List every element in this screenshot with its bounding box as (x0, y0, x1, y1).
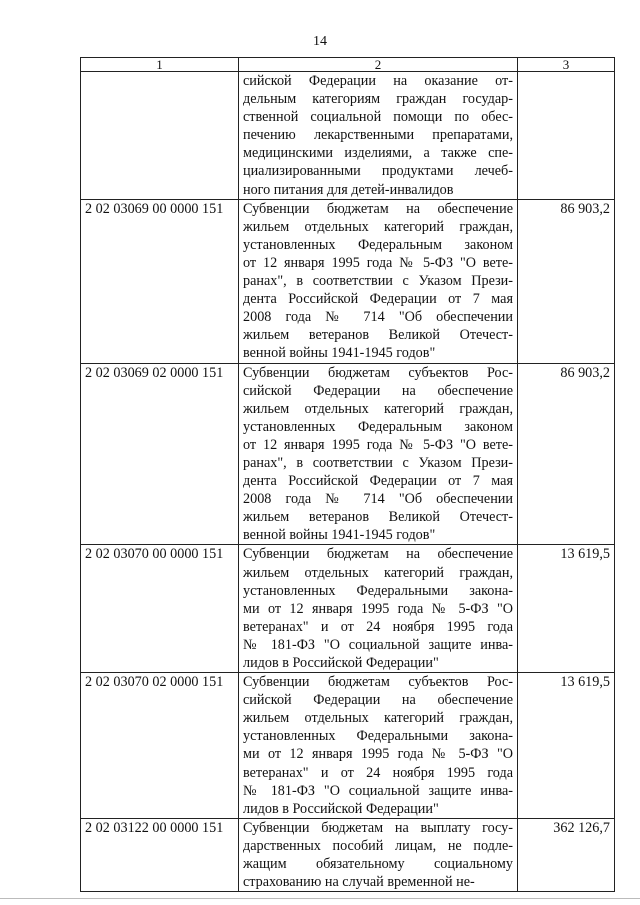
description-line: установленных Федеральным законом (243, 236, 513, 253)
description-line: Субвенции бюджетам на обеспечение (243, 546, 513, 563)
budget-code (81, 72, 239, 200)
description-line: дарственных пособий лицам, не подле- (243, 837, 513, 854)
budget-amount: 86 903,2 (518, 199, 615, 363)
description-line: страхованию на случай временной не- (243, 874, 475, 891)
budget-amount: 13 619,5 (518, 545, 615, 673)
column-header-description: 2 (239, 58, 518, 72)
budget-code: 2 02 03070 02 0000 151 (81, 673, 239, 819)
description-line: ми от 12 января 1995 года № 5-ФЗ "О (243, 600, 513, 617)
description-line: лидов в Российской Федерации" (243, 800, 439, 817)
description-line: жильем отдельных категорий граждан, (243, 710, 513, 727)
budget-amount (518, 72, 615, 200)
budget-table (80, 57, 615, 892)
budget-description (239, 818, 518, 891)
description-line: дента Российской Федерации от 7 мая (243, 473, 513, 490)
budget-code: 2 02 03069 00 0000 151 (81, 199, 239, 363)
description-line: ранах", в соответствии с Указом Прези- (243, 454, 513, 471)
budget-description (239, 72, 518, 200)
description-line: жильем отдельных категорий граждан, (243, 400, 513, 417)
budget-amount: 13 619,5 (518, 673, 615, 819)
description-line: ветеранах" и от 24 ноября 1995 года (243, 618, 513, 635)
table-row (81, 673, 615, 819)
description-line: сийской Федерации на обеспечение (243, 692, 513, 709)
description-line: Субвенции бюджетам на выплату госу- (243, 819, 513, 836)
budget-description (239, 545, 518, 673)
description-line: установленных Федеральными закона- (243, 728, 513, 745)
column-header-code: 1 (81, 58, 239, 72)
budget-code: 2 02 03122 00 0000 151 (81, 818, 239, 891)
description-line: сийской Федерации на оказание от- (243, 73, 513, 89)
budget-code: 2 02 03069 02 0000 151 (81, 363, 239, 545)
page-number: 14 (313, 34, 327, 49)
description-line: венной войны 1941-1945 годов" (243, 345, 436, 362)
description-line: дента Российской Федерации от 7 мая (243, 291, 513, 308)
description-line: жащим обязательному социальному (243, 856, 513, 873)
budget-description (239, 363, 518, 545)
description-line: Субвенции бюджетам субъектов Рос- (243, 364, 513, 381)
budget-code: 2 02 03070 00 0000 151 (81, 545, 239, 673)
description-line: венной войны 1941-1945 годов" (243, 527, 436, 544)
description-line: жильем ветеранов Великой Отечест- (243, 327, 513, 344)
description-line: установленных Федеральным законом (243, 418, 513, 435)
column-header-amount: 3 (518, 58, 615, 72)
description-line: жильем отдельных категорий граждан, (243, 564, 513, 581)
description-line: Субвенции бюджетам субъектов Рос- (243, 674, 513, 691)
description-line: ственной социальной помощи по обес- (243, 109, 513, 126)
description-line: 2008 года № 714 "Об обеспечении (243, 309, 513, 326)
description-line: дельным категориям граждан государ- (243, 91, 513, 108)
description-line: медицинскими изделиями, а также спе- (243, 145, 513, 162)
page-bottom-rule (0, 898, 640, 899)
description-line: печению лекарственными препаратами, (243, 127, 513, 144)
table-row (81, 818, 615, 891)
description-line: от 12 января 1995 года № 5-ФЗ "О вете- (243, 436, 513, 453)
description-line: 2008 года № 714 "Об обеспечении (243, 491, 513, 508)
description-line: ми от 12 января 1995 года № 5-ФЗ "О (243, 746, 513, 763)
table-row (81, 545, 615, 673)
description-line: № 181-ФЗ "О социальной защите инва- (243, 782, 513, 799)
budget-amount: 86 903,2 (518, 363, 615, 545)
description-line: сийской Федерации на обеспечение (243, 382, 513, 399)
budget-amount: 362 126,7 (518, 818, 615, 891)
description-line: ранах", в соответствии с Указом Прези- (243, 273, 513, 290)
table-row (81, 363, 615, 545)
budget-description (239, 199, 518, 363)
table-row (81, 199, 615, 363)
description-line: Субвенции бюджетам на обеспечение (243, 200, 513, 217)
table-row (81, 72, 615, 200)
description-line: лидов в Российской Федерации" (243, 655, 439, 671)
description-line: установленных Федеральными закона- (243, 582, 513, 599)
description-line: № 181-ФЗ "О социальной защите инва- (243, 636, 513, 653)
header-row (81, 58, 615, 72)
description-line: ного питания для детей-инвалидов (243, 181, 454, 198)
budget-description (239, 673, 518, 819)
description-line: циализированными продуктами лечеб- (243, 163, 513, 180)
description-line: жильем отдельных категорий граждан, (243, 218, 513, 235)
description-line: ветеранах" и от 24 ноября 1995 года (243, 764, 513, 781)
description-line: жильем ветеранов Великой Отечест- (243, 509, 513, 526)
description-line: от 12 января 1995 года № 5-ФЗ "О вете- (243, 254, 513, 271)
